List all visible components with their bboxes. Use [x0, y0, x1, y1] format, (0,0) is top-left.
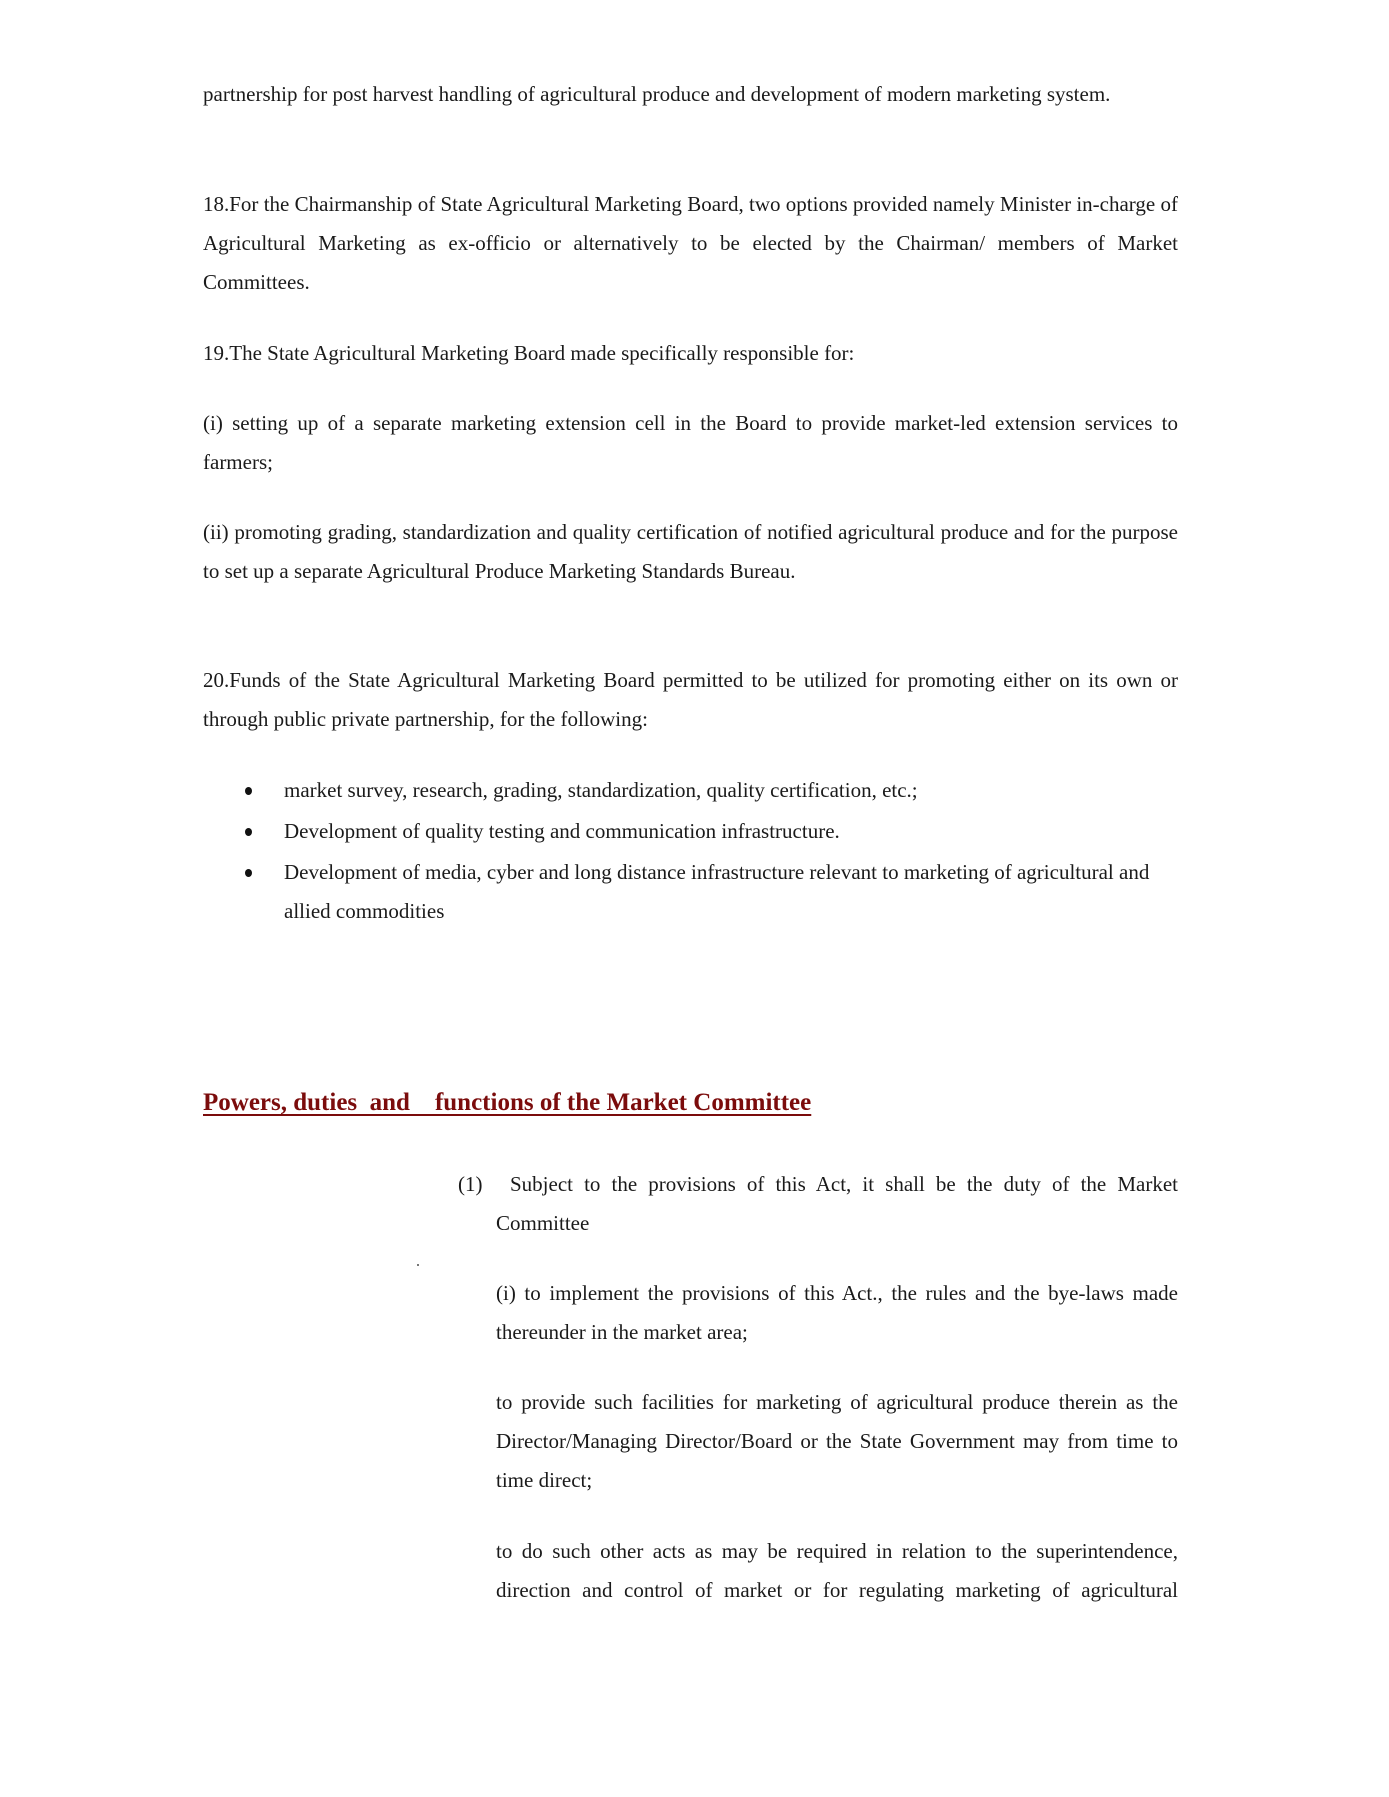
bullet-icon: [245, 828, 252, 836]
paragraph-17-continued: partnership for post harvest handling of agricultural produce and development of modern marketing system.: [203, 82, 1111, 106]
duty-item-ii: to provide such facilities for marketing of agricultural produce therein as the Director/Managing Director/Board or the State Government may from time to time direct;: [496, 1390, 1178, 1492]
bullet-item: [203, 771, 1178, 810]
bullet-icon: [245, 787, 252, 795]
bullet-text: Development of media, cyber and long distance infrastructure relevant to marketing of agricultural and allied commodities: [284, 860, 1150, 923]
paragraph-19-item-ii: (ii) promoting grading, standardization and quality certification of notified agricultural produce and for the purpose to set up a separate Agricultural Produce Marketing Standards Bureau.: [203, 520, 1178, 583]
duty-item-iii: to do such other acts as may be required in relation to the superintendence, direction and control of market or for regulating marketing of agricultural: [496, 1539, 1178, 1602]
bullet-text: market survey, research, grading, standardization, quality certification, etc.;: [284, 778, 918, 802]
stray-mark: [417, 1264, 419, 1266]
bullet-icon: [245, 869, 252, 877]
funds-bullet-list: [203, 771, 1178, 933]
section-heading: Powers, duties and functions of the Market Committee: [203, 1089, 812, 1116]
section-intro: Subject to the provisions of this Act, it shall be the duty of the Market Committee: [496, 1172, 1178, 1235]
bullet-item: [203, 853, 1178, 931]
paragraph-20: 20.Funds of the State Agricultural Marketing Board permitted to be utilized for promoting either on its own or through public private partnership, for the following:: [203, 668, 1178, 731]
bullet-item: [203, 812, 1178, 851]
paragraph-19: 19.The State Agricultural Marketing Board made specifically responsible for:: [203, 341, 855, 365]
bullet-text: Development of quality testing and communication infrastructure.: [284, 819, 840, 843]
section-number: (1): [458, 1172, 483, 1196]
duty-item-i: (i) to implement the provisions of this Act., the rules and the bye-laws made thereunder in the market area;: [496, 1281, 1178, 1344]
paragraph-19-item-i: (i) setting up of a separate marketing extension cell in the Board to provide market-led extension services to farmers;: [203, 411, 1178, 474]
paragraph-18: 18.For the Chairmanship of State Agricultural Marketing Board, two options provided namely Minister in-charge of Agricultural Marketing as ex-officio or alternatively to be elected by the Chairman/ members of Market Committees.: [203, 192, 1178, 294]
